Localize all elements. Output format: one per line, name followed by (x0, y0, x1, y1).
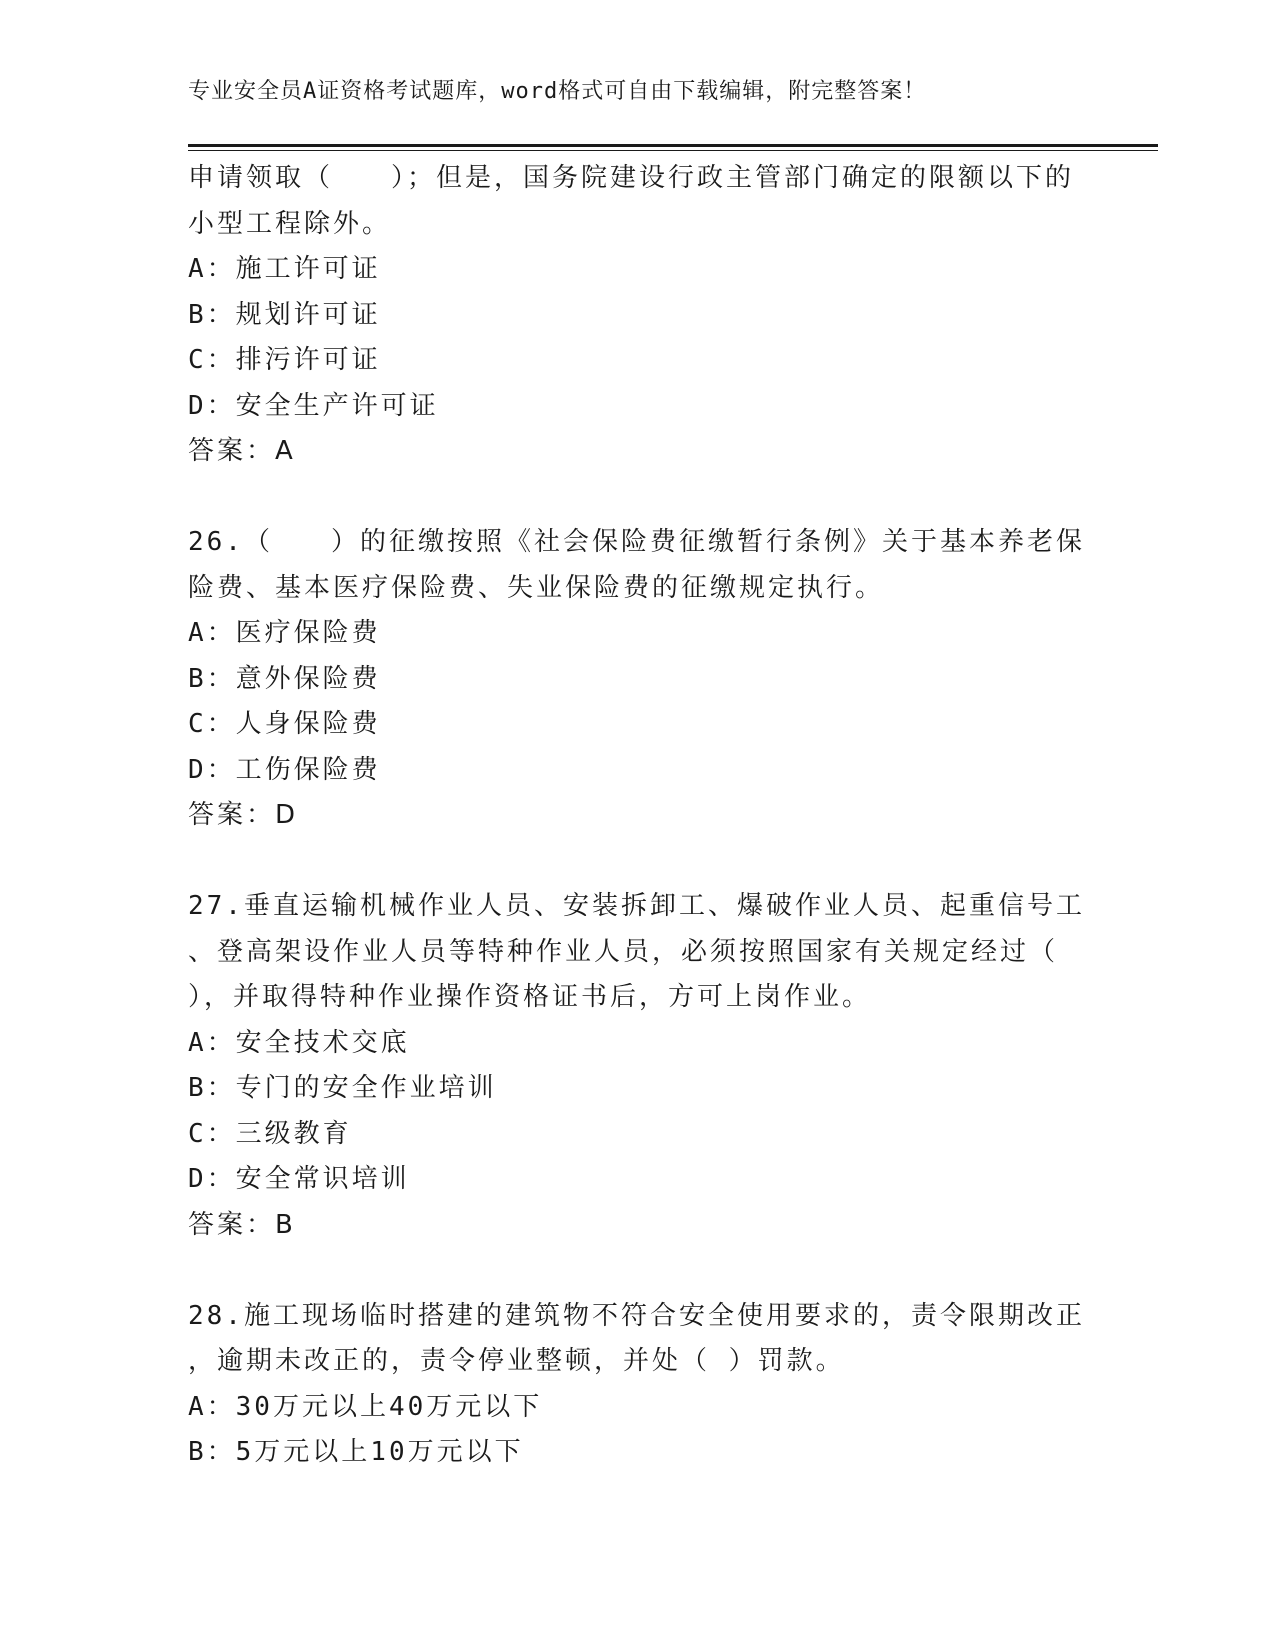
question-28 (188, 1294, 1088, 1476)
question-list (188, 156, 1088, 1476)
header-rule-thin (188, 150, 1158, 151)
question-25 (188, 156, 1088, 475)
option-d: D：工伤保险费 (188, 754, 381, 785)
option-a: A：30万元以上40万元以下 (188, 1391, 543, 1422)
option-c: C：三级教育 (188, 1118, 352, 1149)
option-c: C：排污许可证 (188, 345, 381, 375)
question-spacer (188, 839, 1088, 885)
question-stem-line: 、登高架设作业人员等特种作业人员，必须按照国家有关规定经过（ (188, 936, 1059, 967)
question-spacer (188, 1248, 1088, 1294)
question-stem-line: ），并取得特种作业操作资格证书后，方可上岗作业。 (188, 982, 872, 1012)
question-stem-line: 小型工程除外。 (188, 208, 392, 239)
question-stem-line: 27.垂直运输机械作业人员、安装拆卸工、爆破作业人员、起重信号工 (188, 891, 1085, 921)
question-stem-line: 险费、基本医疗保险费、失业保险费的征缴规定执行。 (188, 572, 885, 603)
answer-line: 答案：D (188, 800, 299, 830)
option-d: D：安全常识培训 (188, 1164, 410, 1194)
question-27 (188, 884, 1088, 1248)
option-a: A：安全技术交底 (188, 1027, 410, 1058)
option-b: B：专门的安全作业培训 (188, 1073, 497, 1103)
answer-line: 答案：A (188, 436, 296, 466)
option-c: C：人身保险费 (188, 709, 381, 739)
option-d: D：安全生产许可证 (188, 390, 439, 421)
question-stem-line: ，逾期未改正的，责令停业整顿，并处（ ）罚款。 (188, 1346, 845, 1376)
question-stem-line: 26.（ ）的征缴按照《社会保险费征缴暂行条例》关于基本养老保 (188, 527, 1085, 557)
option-b: B：5万元以上10万元以下 (188, 1437, 524, 1467)
option-b: B：规划许可证 (188, 299, 381, 330)
option-b: B：意外保险费 (188, 663, 381, 694)
question-stem-line: 申请领取（ ）；但是，国务院建设行政主管部门确定的限额以下的 (188, 163, 1075, 193)
header-rule-thick (188, 144, 1158, 147)
option-a: A：医疗保险费 (188, 618, 381, 648)
question-26 (188, 520, 1088, 839)
answer-line: 答案：B (188, 1209, 296, 1240)
option-a: A：施工许可证 (188, 254, 381, 284)
page-header: 专业安全员A证资格考试题库，word格式可自由下载编辑，附完整答案！ (188, 79, 927, 104)
question-spacer (188, 475, 1088, 521)
question-stem-line: 28.施工现场临时搭建的建筑物不符合安全使用要求的，责令限期改正 (188, 1300, 1085, 1331)
